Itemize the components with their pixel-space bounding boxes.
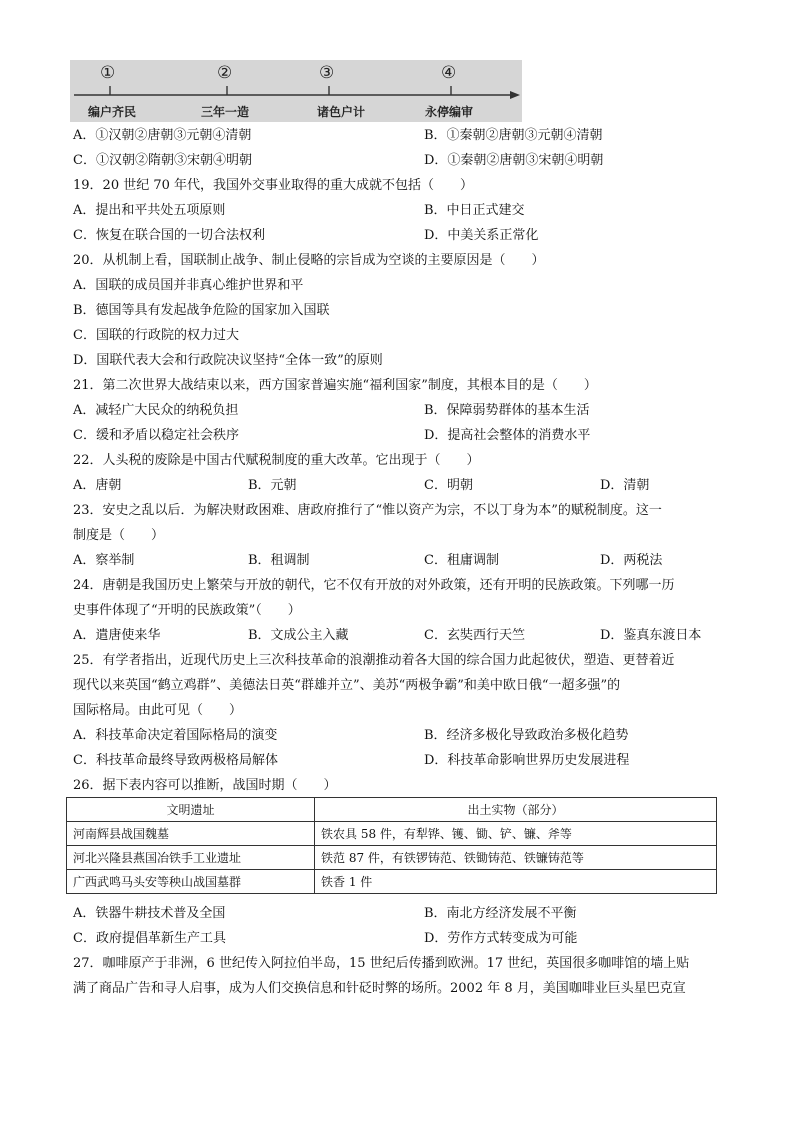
q26-stem: 26．据下表内容可以推断，战国时期（ ） (73, 778, 337, 793)
q26-option-a: A．铁器牛耕技术普及全国 (73, 906, 226, 921)
timeline-label-1: 编户齐民 (88, 105, 137, 119)
timeline-marker-4: ④ (441, 63, 457, 83)
q24-option-c: C．玄奘西行天竺 (424, 628, 525, 643)
q19-option-a: A．提出和平共处五项原则 (73, 203, 226, 218)
q18-option-c: C．①汉朝②隋朝③宋朝④明朝 (73, 153, 252, 168)
timeline-figure (70, 60, 522, 122)
timeline-label-3: 诸色户计 (317, 105, 366, 119)
q22-option-b: B．元朝 (248, 478, 297, 493)
timeline-label-2: 三年一造 (201, 105, 250, 119)
q23-option-c: C．租庸调制 (424, 553, 499, 568)
q25-option-c: C．科技革命最终导致两极格局解体 (73, 753, 278, 768)
q21-option-a: A．减轻广大民众的纳税负担 (73, 403, 239, 418)
q27-line1: 27．咖啡原产于非洲，6 世纪传入阿拉伯半岛，15 世纪后传播到欧洲。17 世纪，英国很多咖啡馆的墙上贴 (73, 956, 690, 971)
q26-option-c: C．政府提倡革新生产工具 (73, 931, 226, 946)
table-cell-finds: 铁农具 58 件，有犁铧、镬、锄、铲、镰、斧等 (315, 822, 717, 846)
table-header-finds: 出土实物（部分） (315, 798, 717, 822)
q24-option-d: D．鉴真东渡日本 (600, 628, 702, 643)
q18-option-d: D．①秦朝②唐朝③宋朝④明朝 (424, 153, 604, 168)
q27-line2: 满了商品广告和寻人启事，成为人们交换信息和针砭时弊的场所。2002 年 8 月，美国咖啡业巨头星巴克宣 (73, 981, 686, 996)
q19-option-b: B．中日正式建交 (424, 203, 525, 218)
table-row (67, 822, 717, 846)
table-cell-site: 河北兴隆县燕国冶铁手工业遗址 (67, 846, 315, 870)
table-cell-finds: 铁范 87 件，有铁锣铸范、铁锄铸范、铁镰铸范等 (315, 846, 717, 870)
q21-stem: 21．第二次世界大战结束以来，西方国家普遍实施“福利国家”制度，其根本目的是（ ） (73, 378, 597, 393)
timeline-label-4: 永停编审 (425, 105, 474, 119)
q21-option-c: C．缓和矛盾以稳定社会秩序 (73, 428, 239, 443)
q22-stem: 22．人头税的废除是中国古代赋税制度的重大改革。它出现于（ ） (73, 453, 480, 468)
timeline-marker-2: ② (217, 63, 233, 83)
q25-stem-line2: 现代以来英国“鹤立鸡群”、美德法日英“群雄并立”、美苏“两极争霸”和美中欧日俄“一超多强”的 (73, 678, 621, 693)
q23-stem-line1: 23．安史之乱以后．为解决财政困难、唐政府推行了“惟以资产为宗，不以丁身为本”的赋税制度。这一 (73, 503, 662, 518)
q26-option-b: B．南北方经济发展不平衡 (424, 906, 577, 921)
q23-stem-line2: 制度是（ ） (73, 528, 165, 543)
q22-option-d: D．清朝 (600, 478, 650, 493)
q23-option-d: D．两税法 (600, 553, 663, 568)
q21-option-b: B．保障弱势群体的基本生活 (424, 403, 590, 418)
timeline-marker-1: ① (100, 63, 116, 83)
q19-stem: 19．20 世纪 70 年代，我国外交事业取得的重大成就不包括（ ） (73, 178, 474, 193)
table-cell-site: 河南辉县战国魏墓 (67, 822, 315, 846)
q20-stem: 20．从机制上看，国联制止战争、制止侵略的宗旨成为空谈的主要原因是（ ） (73, 253, 545, 268)
q20-option-d: D．国联代表大会和行政院决议坚持“全体一致”的原则 (73, 353, 383, 368)
relics-table (66, 797, 717, 894)
q23-option-a: A．察举制 (73, 553, 135, 568)
table-cell-finds: 铁香 1 件 (315, 870, 717, 894)
table-header-row (67, 798, 717, 822)
q18-option-b: B．①秦朝②唐朝③元朝④清朝 (424, 128, 603, 143)
table-row (67, 846, 717, 870)
q25-option-a: A．科技革命决定着国际格局的演变 (73, 728, 278, 743)
table-header-site: 文明遗址 (67, 798, 315, 822)
q21-option-d: D．提高社会整体的消费水平 (424, 428, 591, 443)
q24-option-a: A．遣唐使来华 (73, 628, 161, 643)
q20-option-a: A．国联的成员国并非真心维护世界和平 (73, 278, 304, 293)
q20-option-b: B．德国等具有发起战争危险的国家加入国联 (73, 303, 330, 318)
q26-option-d: D．劳作方式转变成为可能 (424, 931, 578, 946)
q25-stem-line3: 国际格局。由此可见（ ） (73, 703, 243, 718)
q24-stem-line2: 史事件体现了“开明的民族政策”（ ） (73, 603, 301, 618)
q19-option-d: D．中美关系正常化 (424, 228, 539, 243)
q24-stem-line1: 24．唐朝是我国历史上繁荣与开放的朝代，它不仅有开放的对外政策，还有开明的民族政策。下列哪一历 (73, 578, 675, 593)
q22-option-c: C．明朝 (424, 478, 473, 493)
timeline-marker-3: ③ (319, 63, 335, 83)
table-row (67, 870, 717, 894)
q24-option-b: B．文成公主入藏 (248, 628, 349, 643)
q25-option-b: B．经济多极化导致政治多极化趋势 (424, 728, 629, 743)
q25-stem-line1: 25．有学者指出，近现代历史上三次科技革命的浪潮推动着各大国的综合国力此起彼伏，塑造、更替着近 (73, 653, 675, 668)
q23-option-b: B．租调制 (248, 553, 310, 568)
table-cell-site: 广西武鸣马头安等秧山战国墓群 (67, 870, 315, 894)
q22-option-a: A．唐朝 (73, 478, 122, 493)
q18-option-a: A．①汉朝②唐朝③元朝④清朝 (73, 128, 252, 143)
q25-option-d: D．科技革命影响世界历史发展进程 (424, 753, 630, 768)
q20-option-c: C．国联的行政院的权力过大 (73, 328, 239, 343)
q19-option-c: C．恢复在联合国的一切合法权利 (73, 228, 265, 243)
